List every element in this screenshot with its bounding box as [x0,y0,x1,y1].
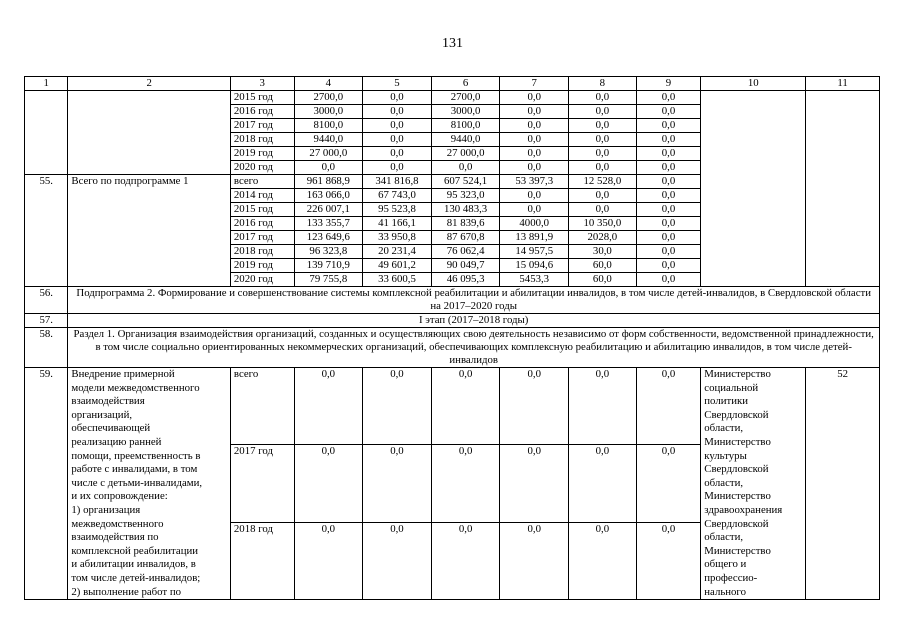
text-line: 2) выполнение работ по [71,585,182,598]
value-cell: 0,0 [636,91,701,105]
value-cell: 46 095,3 [431,273,500,287]
value-cell: 81 839,6 [431,217,500,231]
row-label [68,368,231,600]
value-cell: 0,0 [569,203,637,217]
year-cell: 2016 год [230,105,294,119]
value-cell: 0,0 [500,522,569,599]
value-cell: 0,0 [636,522,701,599]
year-cell: 2020 год [230,273,294,287]
value-cell: 0,0 [636,445,701,522]
text-line: нального [704,585,746,598]
year-cell: 2020 год [230,161,294,175]
value-cell: 0,0 [294,445,363,522]
value-cell: 14 957,5 [500,245,569,259]
value-cell: 27 000,0 [294,147,363,161]
year-cell: 2017 год [230,445,294,522]
year-cell: 2017 год [230,231,294,245]
text-line: обеспечивающей [71,422,151,435]
column-header: 11 [806,77,880,91]
year-cell: 2019 год [230,147,294,161]
value-cell: 79 755,8 [294,273,363,287]
value-cell: 60,0 [569,273,637,287]
value-cell: 0,0 [500,445,569,522]
stage-title: I этап (2017–2018 годы) [68,314,880,328]
text-line: Свердловской [704,517,769,530]
value-cell: 0,0 [363,445,432,522]
value-cell: 0,0 [569,133,637,147]
text-line: Министерство [704,490,771,503]
value-cell: 60,0 [569,259,637,273]
row-number: 58. [25,328,68,368]
value-cell: 30,0 [569,245,637,259]
target-ref-cell: 52 [806,368,880,600]
value-cell: 0,0 [294,368,363,445]
value-cell: 0,0 [500,147,569,161]
value-cell: 3000,0 [294,105,363,119]
text-line: здравоохранения [704,503,783,516]
value-cell: 0,0 [569,147,637,161]
program-table [24,76,880,600]
value-cell: 0,0 [363,105,432,119]
value-cell: 0,0 [500,189,569,203]
column-header: 4 [294,77,363,91]
value-cell: 0,0 [500,203,569,217]
row-number: 57. [25,314,68,328]
year-cell: всего [230,175,294,189]
column-header: 9 [636,77,701,91]
year-cell: 2015 год [230,91,294,105]
text-line: общего и [704,558,747,571]
value-cell: 226 007,1 [294,203,363,217]
value-cell: 27 000,0 [431,147,500,161]
value-cell: 76 062,4 [431,245,500,259]
column-header: 10 [701,77,806,91]
value-cell: 0,0 [569,522,637,599]
value-cell: 0,0 [500,161,569,175]
table-row [25,287,880,314]
text-line: межведомственного [71,517,164,530]
year-cell: 2018 год [230,522,294,599]
value-cell: 0,0 [636,273,701,287]
value-cell: 33 950,8 [363,231,432,245]
value-cell: 0,0 [363,119,432,133]
value-cell: 0,0 [431,445,500,522]
target-cell [806,91,880,287]
year-cell: 2015 год [230,203,294,217]
value-cell: 607 524,1 [431,175,500,189]
value-cell: 123 649,6 [294,231,363,245]
value-cell: 0,0 [569,445,637,522]
value-cell: 341 816,8 [363,175,432,189]
value-cell: 0,0 [636,105,701,119]
value-cell: 0,0 [363,91,432,105]
text-line: и абилитации инвалидов, в [71,558,196,571]
text-line: модели межведомственного [71,381,200,394]
value-cell: 0,0 [569,119,637,133]
year-cell: 2018 год [230,245,294,259]
text-line: Министерство [704,435,771,448]
value-cell: 0,0 [636,189,701,203]
column-header: 8 [569,77,637,91]
text-line: работе с инвалидами, в том [71,463,198,476]
value-cell: 2700,0 [431,91,500,105]
column-header: 7 [500,77,569,91]
column-header: 3 [230,77,294,91]
table-row [25,368,880,445]
value-cell: 0,0 [363,368,432,445]
row-number: 56. [25,287,68,314]
value-cell: 0,0 [636,133,701,147]
value-cell: 0,0 [500,119,569,133]
value-cell: 130 483,3 [431,203,500,217]
value-cell: 2028,0 [569,231,637,245]
section-title: Раздел 1. Организация взаимодействия организаций, созданных и осуществляющих свою деятельность независимо от форм собственности, ведомственной принадлежности, в том числе социально ориентированных некоммерческих организаций, обеспечивающих комплексную реабилитацию и абилитацию инвалидов, в том числе детей-инвалидов [68,328,880,368]
value-cell: 0,0 [569,91,637,105]
value-cell: 0,0 [636,119,701,133]
value-cell: 0,0 [431,368,500,445]
value-cell: 67 743,0 [363,189,432,203]
text-line: Министерство [704,544,771,557]
text-line: реализацию ранней [71,435,162,448]
value-cell: 9440,0 [431,133,500,147]
value-cell: 12 528,0 [569,175,637,189]
value-cell: 0,0 [500,368,569,445]
value-cell: 0,0 [294,161,363,175]
value-cell: 0,0 [500,133,569,147]
value-cell: 8100,0 [431,119,500,133]
value-cell: 15 094,6 [500,259,569,273]
value-cell: 95 523,8 [363,203,432,217]
text-line: числе с детьми-инвалидами, [71,476,203,489]
executor-cell [701,368,806,600]
value-cell: 2700,0 [294,91,363,105]
value-cell: 3000,0 [431,105,500,119]
value-cell: 0,0 [500,105,569,119]
value-cell: 95 323,0 [431,189,500,203]
value-cell: 0,0 [569,368,637,445]
text-line: политики [704,395,749,408]
value-cell: 49 601,2 [363,259,432,273]
value-cell: 0,0 [294,522,363,599]
column-header: 6 [431,77,500,91]
table-row [25,314,880,328]
executor-cell [701,91,806,287]
table-row [25,91,880,105]
value-cell: 0,0 [500,91,569,105]
value-cell: 133 355,7 [294,217,363,231]
value-cell: 0,0 [636,217,701,231]
value-cell: 0,0 [431,522,500,599]
text-line: Внедрение примерной [71,368,175,380]
text-line: профессио- [704,571,758,584]
value-cell: 0,0 [636,147,701,161]
row-number: 59. [25,368,68,600]
value-cell: 0,0 [569,189,637,203]
value-cell: 0,0 [636,161,701,175]
value-cell: 9440,0 [294,133,363,147]
text-line: культуры [704,449,747,462]
page-number: 131 [442,36,463,51]
text-line: том числе детей-инвалидов; [71,571,201,584]
table-row [25,328,880,368]
year-cell: 2018 год [230,133,294,147]
text-line: Свердловской [704,408,769,421]
year-cell: 2016 год [230,217,294,231]
value-cell: 0,0 [569,161,637,175]
value-cell: 0,0 [431,161,500,175]
text-line: Свердловской [704,463,769,476]
year-cell: 2014 год [230,189,294,203]
value-cell: 163 066,0 [294,189,363,203]
row-label: Всего по подпрограмме 1 [68,175,231,287]
value-cell: 0,0 [636,245,701,259]
value-cell: 0,0 [636,203,701,217]
text-line: Министерство [704,368,771,380]
value-cell: 0,0 [363,133,432,147]
value-cell: 0,0 [363,161,432,175]
text-line: взаимодействия по [71,531,159,544]
year-cell: 2017 год [230,119,294,133]
value-cell: 87 670,8 [431,231,500,245]
value-cell: 0,0 [636,368,701,445]
label-cell [68,91,231,175]
value-cell: 0,0 [636,259,701,273]
text-line: комплексной реабилитации [71,544,199,557]
value-cell: 8100,0 [294,119,363,133]
num-cell [25,91,68,175]
value-cell: 961 868,9 [294,175,363,189]
value-cell: 139 710,9 [294,259,363,273]
value-cell: 0,0 [569,105,637,119]
text-line: организаций, [71,408,133,421]
value-cell: 20 231,4 [363,245,432,259]
value-cell: 5453,3 [500,273,569,287]
text-line: области, [704,531,744,544]
subprogram-title: Подпрограмма 2. Формирование и совершенствование системы комплексной реабилитации и абилитации инвалидов, в том числе детей-инвалидов, в Свердловской области на 2017–2020 годы [68,287,880,314]
value-cell: 33 600,5 [363,273,432,287]
value-cell: 41 166,1 [363,217,432,231]
value-cell: 13 891,9 [500,231,569,245]
value-cell: 0,0 [363,147,432,161]
text-line: взаимодействия [71,395,145,408]
column-header: 2 [68,77,231,91]
value-cell: 96 323,8 [294,245,363,259]
column-header: 5 [363,77,432,91]
value-cell: 0,0 [636,175,701,189]
header-row [25,77,880,91]
value-cell: 10 350,0 [569,217,637,231]
year-cell: 2019 год [230,259,294,273]
value-cell: 4000,0 [500,217,569,231]
column-header: 1 [25,77,68,91]
text-line: социальной [704,381,759,394]
value-cell: 90 049,7 [431,259,500,273]
text-line: 1) организация [71,503,141,516]
value-cell: 0,0 [636,231,701,245]
year-cell: всего [230,368,294,445]
text-line: и их сопровождение: [71,490,168,503]
text-line: области, [704,422,744,435]
value-cell: 53 397,3 [500,175,569,189]
text-line: помощи, преемственность в [71,449,201,462]
row-number: 55. [25,175,68,287]
value-cell: 0,0 [363,522,432,599]
text-line: области, [704,476,744,489]
